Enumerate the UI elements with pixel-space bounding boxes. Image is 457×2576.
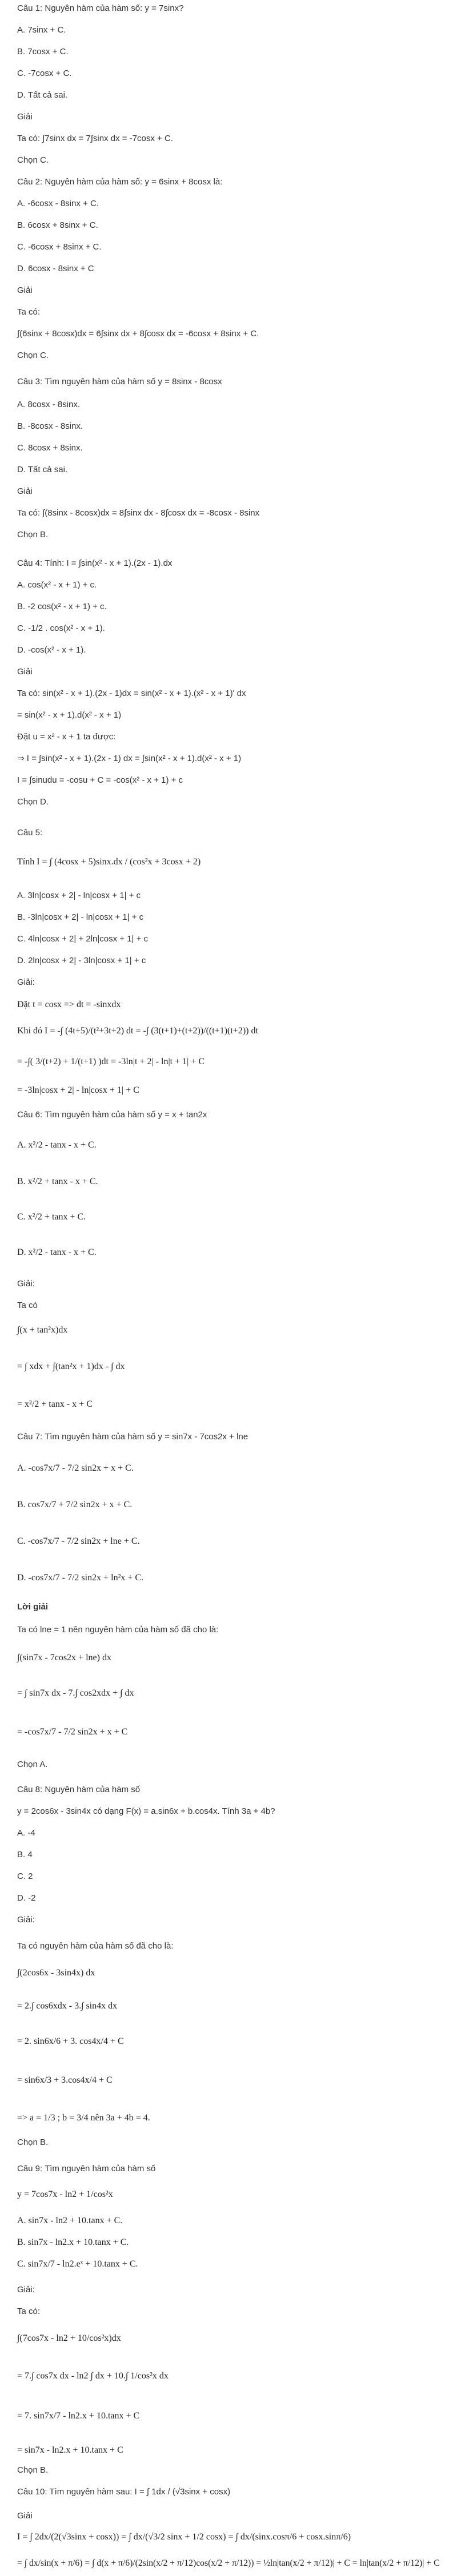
- text-line: Ta có:: [17, 2307, 41, 2316]
- text-line: Giải:: [17, 1279, 35, 1289]
- math-line: B. cos7x/7 + 7/2 sin2x + x + C.: [17, 1500, 133, 1510]
- math-line: D. x²/2 - tanx - x + C.: [17, 1247, 97, 1257]
- text-line: Chọn B.: [17, 2138, 49, 2147]
- text-line: Câu 3: Tìm nguyên hàm của hàm số y = 8sinx - 8cosx: [17, 377, 222, 387]
- text-line: Giải:: [17, 977, 35, 987]
- text-line: Chọn B.: [17, 2465, 49, 2475]
- text-line: Chọn D.: [17, 797, 49, 807]
- text-line: Lời giải: [17, 1602, 49, 1612]
- text-line: Giải:: [17, 2285, 35, 2295]
- math-line: = ∫ dx/sin(x + π/6) = ∫ d(x + π/6)/(2sin(x/2 + π/12)cos(x/2 + π/12)) = ½ln|tan(x/2 + π/12)| + C = ln|tan(x/2 + π/12)| + C: [17, 2558, 440, 2568]
- text-line: Chọn C.: [17, 351, 49, 360]
- math-line: = x²/2 + tanx - x + C: [17, 1399, 93, 1409]
- math-line: A. x²/2 - tanx - x + C.: [17, 1140, 97, 1150]
- math-line: ∫(x + tan²x)dx: [17, 1325, 68, 1335]
- math-line: C. sin7x/7 - ln2.eˣ + 10.tanx + C.: [17, 2259, 138, 2269]
- text-line: D. -cos(x² - x + 1).: [17, 645, 86, 655]
- text-line: Câu 7: Tìm nguyên hàm của hàm số y = sin7x - 7cos2x + lne: [17, 1432, 248, 1442]
- text-line: C. -7cosx + C.: [17, 69, 72, 78]
- text-line: ⇒ I = ∫sin(x² - x + 1).(2x - 1) dx = ∫sin(x² - x + 1).d(x² - x + 1): [17, 754, 242, 763]
- text-line: Câu 6: Tìm nguyên hàm của hàm số y = x + tan2x: [17, 1110, 207, 1120]
- text-line: B. 4: [17, 1850, 33, 1859]
- text-line: Chọn A.: [17, 1760, 48, 1769]
- text-line: A. 7sinx + C.: [17, 25, 66, 35]
- text-line: Chọn B.: [17, 530, 49, 540]
- math-line: B. sin7x - ln2.x + 10.tanx + C.: [17, 2237, 129, 2247]
- text-line: B. 7cosx + C.: [17, 47, 69, 57]
- text-line: Câu 2: Nguyên hàm của hàm số: y = 6sinx + 8cosx là:: [17, 177, 223, 187]
- text-line: D. 2ln|cosx + 2| - 3ln|cosx + 1| + c: [17, 956, 146, 965]
- math-line: = -cos7x/7 - 7/2 sin2x + x + C: [17, 1727, 128, 1737]
- math-line: = sin7x - ln2.x + 10.tanx + C: [17, 2445, 123, 2455]
- text-line: Giải:: [17, 1915, 35, 1925]
- math-line: Đặt t = cosx => dt = -sinxdx: [17, 1000, 121, 1009]
- text-line: C. -1/2 . cos(x² - x + 1).: [17, 623, 105, 633]
- text-line: Ta có: sin(x² - x + 1).(2x - 1)dx = sin(x² - x + 1).(x² - x + 1)' dx: [17, 689, 246, 698]
- text-line: B. -3ln|cosx + 2| - ln|cosx + 1| + c: [17, 912, 144, 922]
- text-line: Câu 1: Nguyên hàm của hàm số: y = 7sinx?: [17, 3, 184, 13]
- math-line: = sin6x/3 + 3.cos4x/4 + C: [17, 2075, 113, 2085]
- text-line: B. 6cosx + 8sinx + C.: [17, 220, 98, 230]
- math-line: A. sin7x - ln2 + 10.tanx + C.: [17, 2216, 123, 2225]
- text-line: = sin(x² - x + 1).d(x² - x + 1): [17, 710, 122, 720]
- text-line: D. -2: [17, 1893, 36, 1903]
- text-line: C. 8cosx + 8sinx.: [17, 443, 83, 453]
- math-line: D. -cos7x/7 - 7/2 sin2x + ln²x + C.: [17, 1573, 144, 1583]
- math-line: A. -cos7x/7 - 7/2 sin2x + x + C.: [17, 1463, 134, 1473]
- math-line: = -∫( 3/(t+2) + 1/(t+1) )dt = -3ln|t + 2| - ln|t + 1| + C: [17, 1057, 205, 1066]
- text-line: C. 4ln|cosx + 2| + 2ln|cosx + 1| + c: [17, 934, 149, 944]
- math-line: = 2. sin6x/6 + 3. cos4x/4 + C: [17, 2036, 124, 2046]
- text-line: Ta có: ∫7sinx dx = 7∫sinx dx = -7cosx + C.: [17, 134, 173, 143]
- text-line: Ta có: ∫(8sinx - 8cosx)dx = 8∫sinx dx - 8∫cosx dx = -8cosx - 8sinx: [17, 508, 260, 518]
- text-line: C. 2: [17, 1871, 33, 1881]
- text-line: B. -8cosx - 8sinx.: [17, 421, 83, 431]
- text-line: Câu 5:: [17, 828, 43, 838]
- math-line: C. -cos7x/7 - 7/2 sin2x + lne + C.: [17, 1536, 140, 1546]
- text-line: Ta có: [17, 1301, 38, 1310]
- text-line: Chọn C.: [17, 155, 49, 165]
- text-line: D. 6cosx - 8sinx + C: [17, 264, 94, 273]
- math-line: ∫(7cos7x - ln2 + 10/cos²x)dx: [17, 2333, 121, 2343]
- text-line: Giải: [17, 667, 33, 677]
- text-line: Đặt u = x² - x + 1 ta được:: [17, 732, 116, 742]
- text-line: A. -4: [17, 1828, 35, 1838]
- text-line: Câu 10: Tìm nguyên hàm sau: I = ∫ 1dx / (√3sinx + cosx): [17, 2487, 231, 2497]
- text-line: Giải: [17, 486, 33, 496]
- math-line: ∫(sin7x - 7cos2x + lne) dx: [17, 1653, 111, 1663]
- math-line: = ∫ sin7x dx - 7.∫ cos2xdx + ∫ dx: [17, 1688, 134, 1698]
- text-line: y = 2cos6x - 3sin4x có dạng F(x) = a.sin6x + b.cos4x. Tính 3a + 4b?: [17, 1806, 275, 1816]
- text-line: Ta có lne = 1 nên nguyên hàm của hàm số đã cho là:: [17, 1625, 219, 1635]
- math-line: Khi đó I = -∫ (4t+5)/(t²+3t+2) dt = -∫ (3(t+1)+(t+2))/((t+1)(t+2)) dt: [17, 1026, 258, 1036]
- text-line: A. 8cosx - 8sinx.: [17, 400, 81, 409]
- text-line: Giải: [17, 112, 33, 122]
- text-line: Giải: [17, 285, 33, 295]
- math-line: ∫(2cos6x - 3sin4x) dx: [17, 1968, 95, 1978]
- math-line: = -3ln|cosx + 2| - ln|cosx + 1| + C: [17, 1085, 139, 1095]
- text-line: Câu 8: Nguyên hàm của hàm số: [17, 1785, 141, 1794]
- text-line: ∫(6sinx + 8cosx)dx = 6∫sinx dx + 8∫cosx dx = -6cosx + 8sinx + C.: [17, 329, 259, 339]
- math-line: y = 7cos7x - ln2 + 1/cos²x: [17, 2189, 113, 2199]
- math-line: I = ∫ 2dx/(2(√3sinx + cosx)) = ∫ dx/(√3/2 sinx + 1/2 cosx) = ∫ dx/(sinx.cosπ/6 + cosx.sinπ/6): [17, 2532, 351, 2542]
- math-line: = 2.∫ cos6xdx - 3.∫ sin4x dx: [17, 2001, 118, 2011]
- text-line: C. -6cosx + 8sinx + C.: [17, 242, 102, 252]
- math-line: = 7.∫ cos7x dx - ln2 ∫ dx + 10.∫ 1/cos²x dx: [17, 2371, 169, 2381]
- text-line: Câu 4: Tính: I = ∫sin(x² - x + 1).(2x - 1).dx: [17, 558, 173, 568]
- text-line: D. Tất cả sai.: [17, 465, 68, 474]
- text-line: A. cos(x² - x + 1) + c.: [17, 580, 97, 590]
- text-line: Ta có nguyên hàm của hàm số đã cho là:: [17, 1941, 174, 1951]
- text-line: Câu 9: Tìm nguyên hàm của hàm số: [17, 2164, 156, 2174]
- text-line: Ta có:: [17, 307, 41, 317]
- math-line: Tính I = ∫ (4cosx + 5)sinx.dx / (cos²x + 3cosx + 2): [17, 857, 201, 867]
- text-line: I = ∫sinudu = -cosu + C = -cos(x² - x + 1) + c: [17, 775, 183, 785]
- text-line: A. 3ln|cosx + 2| - ln|cosx + 1| + c: [17, 891, 141, 900]
- text-line: B. -2 cos(x² - x + 1) + c.: [17, 602, 107, 611]
- math-line: C. x²/2 + tanx + C.: [17, 1212, 86, 1222]
- text-line: D. Tất cả sai.: [17, 90, 68, 100]
- math-line: B. x²/2 + tanx - x + C.: [17, 1177, 98, 1186]
- math-line: = 7. sin7x/7 - ln2.x + 10.tanx + C: [17, 2411, 140, 2421]
- math-line: = ∫ xdx + ∫(tan²x + 1)dx - ∫ dx: [17, 1362, 125, 1371]
- text-line: A. -6cosx - 8sinx + C.: [17, 199, 99, 208]
- math-line: => a = 1/3 ; b = 3/4 nên 3a + 4b = 4.: [17, 2113, 150, 2123]
- text-line: Giải: [17, 2511, 33, 2521]
